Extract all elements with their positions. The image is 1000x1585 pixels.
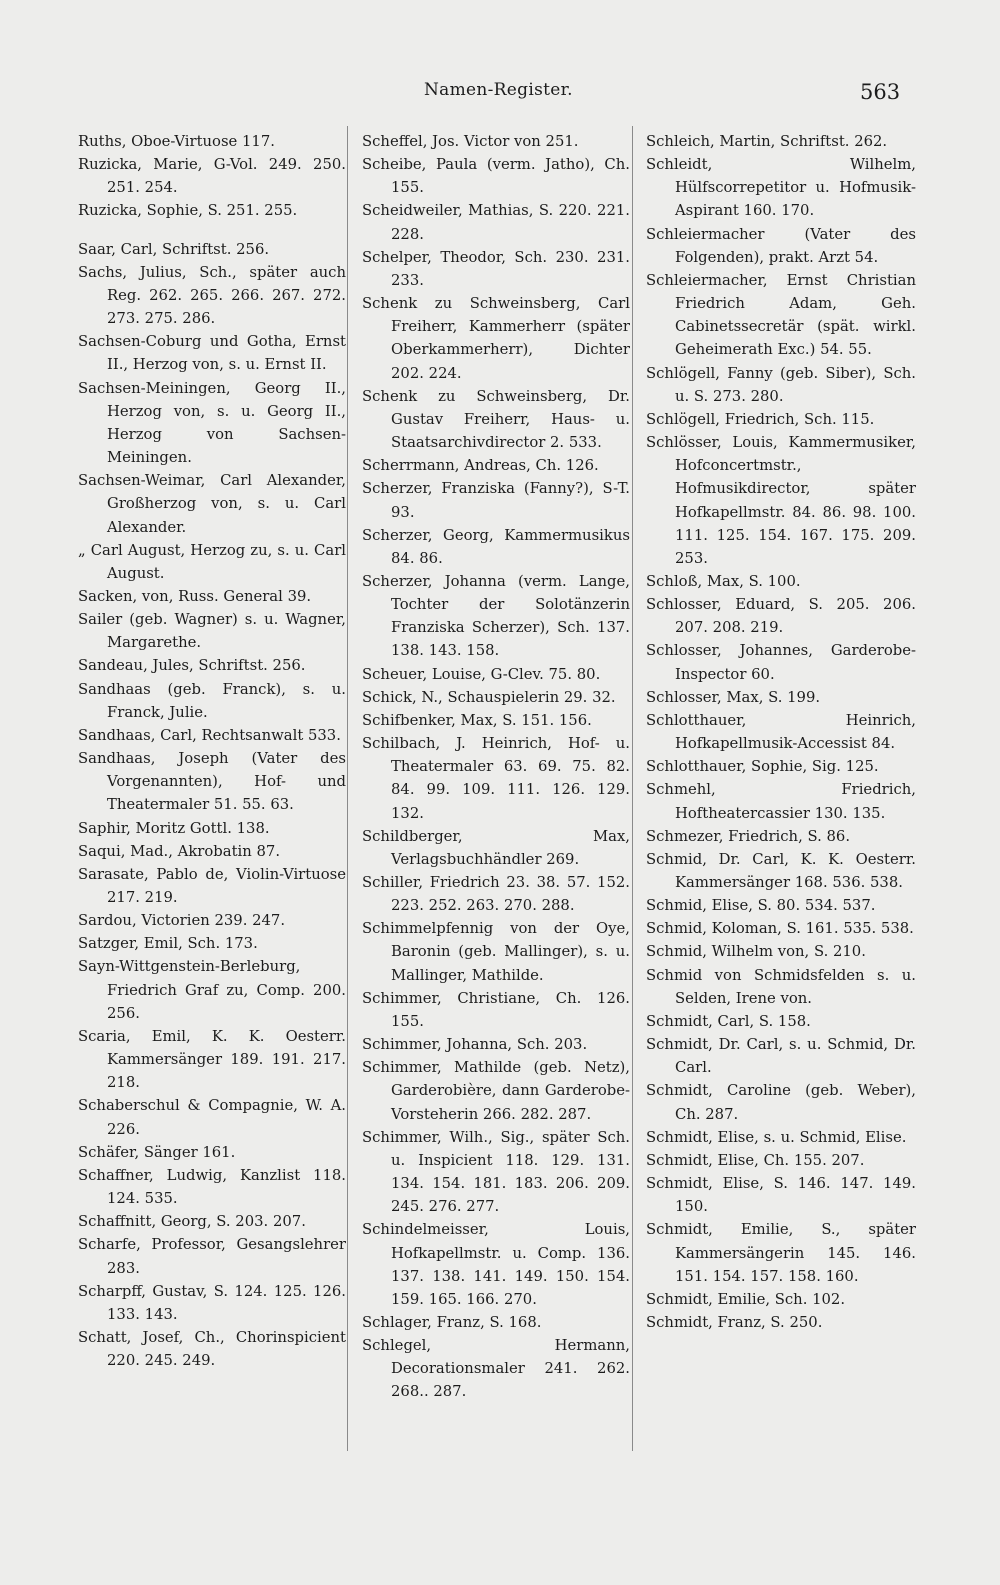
index-entry: Schleich, Martin, Schriftst. 262. [646, 133, 888, 150]
index-entry: Sachsen-Coburg und Gotha, Ernst II., Herzog von, s. u. Ernst II. [78, 333, 346, 374]
index-entry: Schlotthauer, Heinrich, Hofkapellmusik-Accessist 84. [646, 711, 916, 753]
index-entry: Sandhaas, Carl, Rechtsanwalt 533. [78, 726, 341, 744]
index-entry: Schifbenker, Max, S. 151. 156. [362, 711, 592, 729]
index-entry: Schleiermacher, Ernst Christian Friedrich Adam, Geh. Cabinetssecretär (spät. wirkl. Geheimerath Exc.) 54. 55. [646, 271, 916, 359]
index-entry: Schmidt, Dr. Carl, s. u. Schmid, Dr. Carl. [646, 1036, 916, 1077]
index-entry: Scheffel, Jos. Victor von 251. [362, 133, 579, 150]
index-entry: Schlosser, Johannes, Garderobe-Inspector 60. [646, 642, 916, 683]
index-entry: Saphir, Moritz Gottl. 138. [78, 819, 270, 837]
index-entry: Schlager, Franz, S. 168. [362, 1313, 542, 1331]
running-head: Namen-Register. [424, 80, 573, 100]
column-divider [632, 126, 633, 1451]
index-column-left [78, 130, 346, 1372]
index-entry: „ Carl August, Herzog zu, s. u. Carl August. [78, 541, 346, 582]
index-entry: Saqui, Mad., Akrobatin 87. [78, 842, 281, 860]
index-entry: Schick, N., Schauspielerin 29. 32. [362, 688, 616, 706]
index-entry: Sachsen-Meiningen, Georg II., Herzog von, s. u. Georg II., Herzog von Sachsen-Meiningen. [78, 379, 346, 467]
index-entry: Sailer (geb. Wagner) s. u. Wagner, Margarethe. [78, 611, 346, 652]
index-entry: Schlögell, Fanny (geb. Siber), Sch. u. S. 273. 280. [646, 364, 916, 405]
index-entry: Schleidt, Wilhelm, Hülfscorrepetitor u. Hofmusik-Aspirant 160. 170. [646, 156, 916, 220]
index-entry: Sandeau, Jules, Schriftst. 256. [78, 657, 306, 675]
index-entry: Schmid, Elise, S. 80. 534. 537. [646, 897, 876, 915]
index-entry: Schlögell, Friedrich, Sch. 115. [646, 410, 875, 428]
index-entry: Scaria, Emil, K. K. Oesterr. Kammersänger 189. 191. 217. 218. [78, 1027, 346, 1092]
index-entry: Schaffner, Ludwig, Kanzlist 118. 124. 535. [78, 1166, 346, 1208]
index-entry: Satzger, Emil, Sch. 173. [78, 935, 258, 953]
index-entry: Sandhaas (geb. Franck), s. u. Franck, Julie. [78, 680, 346, 721]
index-entry: Schimmer, Mathilde (geb. Netz), Garderobière, dann Garderobe-Vorsteherin 266. 282. 287. [362, 1059, 630, 1123]
index-entry: Schlösser, Louis, Kammermusiker, Hofconcertmstr., Hofmusikdirector, später Hofkapellmstr. 84. 86. 98. 100. 111. 125. 154. 167. 175. 209. 253. [646, 434, 916, 567]
index-entry: Sachsen-Weimar, Carl Alexander, Großherzog von, s. u. Carl Alexander. [78, 472, 346, 536]
index-entry: Schimmer, Wilh., Sig., später Sch. u. Inspicient 118. 129. 131. 134. 154. 181. 183. 206. 209. 245. 276. 277. [362, 1128, 630, 1216]
index-entry: Ruths, Oboe-Virtuose 117. [78, 133, 275, 150]
index-entry: Schenk zu Schweinsberg, Dr. Gustav Freiherr, Haus- u. Staatsarchivdirector 2. 533. [362, 387, 630, 452]
index-entry: Schmehl, Friedrich, Hoftheatercassier 130. 135. [646, 781, 916, 822]
index-entry: Schimmer, Johanna, Sch. 203. [362, 1036, 588, 1054]
index-entry: Schenk zu Schweinsberg, Carl Freiherr, Kammerherr (später Oberkammerherr), Dichter 202. 224. [362, 295, 630, 382]
index-entry: Sarasate, Pablo de, Violin-Virtuose 217. 219. [78, 865, 346, 906]
index-entry: Schildberger, Max, Verlagsbuchhändler 269. [362, 827, 630, 868]
index-entry: Schaffnitt, Georg, S. 203. 207. [78, 1213, 306, 1231]
index-entry: Schatt, Josef, Ch., Chorinspicient 220. 245. 249. [78, 1328, 346, 1370]
index-entry: Schmid, Wilhelm von, S. 210. [646, 943, 866, 961]
index-entry: Scharpff, Gustav, S. 124. 125. 126. 133. 143. [78, 1282, 346, 1323]
index-entry: Schmidt, Caroline (geb. Weber), Ch. 287. [646, 1082, 916, 1123]
index-entry: Schaberschul & Compagnie, W. A. 226. [78, 1097, 346, 1138]
index-entry: Schmidt, Emilie, S., später Kammersängerin 145. 146. 151. 154. 157. 158. 160. [646, 1221, 916, 1285]
index-entry: Scheuer, Louise, G-Clev. 75. 80. [362, 665, 601, 683]
index-entry: Schlegel, Hermann, Decorationsmaler 241. 262. 268.. 287. [362, 1337, 630, 1401]
index-entry: Saar, Carl, Schriftst. 256. [78, 240, 270, 258]
index-entry: Scheibe, Paula (verm. Jatho), Ch. 155. [362, 156, 630, 197]
index-entry: Schmid von Schmidsfelden s. u. Selden, Irene von. [646, 966, 916, 1007]
index-entry: Schimmer, Christiane, Ch. 126. 155. [362, 989, 630, 1030]
index-entry: Sacken, von, Russ. General 39. [78, 587, 312, 605]
index-entry: Schmidt, Elise, Ch. 155. 207. [646, 1151, 865, 1169]
page-number: 563 [860, 80, 901, 104]
index-entry: Schmidt, Elise, S. 146. 147. 149. 150. [646, 1175, 916, 1216]
index-entry: Sardou, Victorien 239. 247. [78, 912, 286, 930]
index-entry: Schlotthauer, Sophie, Sig. 125. [646, 758, 879, 776]
index-entry: Schelper, Theodor, Sch. 230. 231. 233. [362, 248, 630, 289]
index-entry: Schindelmeisser, Louis, Hofkapellmstr. u. Comp. 136. 137. 138. 141. 149. 150. 154. 159. 165. 166. 270. [362, 1221, 630, 1308]
index-entry: Schmid, Koloman, S. 161. 535. 538. [646, 920, 914, 938]
index-entry: Schmidt, Elise, s. u. Schmid, Elise. [646, 1128, 907, 1146]
index-entry: Schmezer, Friedrich, S. 86. [646, 827, 851, 845]
index-entry: Schmidt, Carl, S. 158. [646, 1012, 811, 1030]
index-entry: Schmidt, Franz, S. 250. [646, 1313, 823, 1331]
index-entry: Schäfer, Sänger 161. [78, 1143, 236, 1161]
index-column-middle [362, 130, 630, 1404]
column-divider [347, 126, 348, 1451]
index-entry: Schilbach, J. Heinrich, Hof- u. Theatermaler 63. 69. 75. 82. 84. 99. 109. 111. 126. 129. 132. [362, 735, 630, 822]
index-entry: Scherzer, Georg, Kammermusikus 84. 86. [362, 526, 630, 567]
index-entry: Schmid, Dr. Carl, K. K. Oesterr. Kammersänger 168. 536. 538. [646, 850, 916, 891]
index-entry: Ruzicka, Marie, G-Vol. 249. 250. 251. 254. [78, 156, 346, 197]
index-entry: Schleiermacher (Vater des Folgenden), prakt. Arzt 54. [646, 225, 916, 266]
index-entry: Scherzer, Johanna (verm. Lange, Tochter der Solotänzerin Franziska Scherzer), Sch. 137. 138. 143. 158. [362, 572, 630, 660]
index-entry: Sayn-Wittgenstein-Berleburg, Friedrich Graf zu, Comp. 200. 256. [78, 958, 346, 1022]
index-entry: Ruzicka, Sophie, S. 251. 255. [78, 202, 298, 220]
index-entry: Scherrmann, Andreas, Ch. 126. [362, 457, 599, 475]
index-column-right [646, 130, 916, 1334]
index-entry: Scharfe, Professor, Gesangslehrer 283. [78, 1236, 346, 1277]
letter-section-gap [78, 223, 346, 238]
index-entry: Schimmelpfennig von der Oye, Baronin (geb. Mallinger), s. u. Mallinger, Mathilde. [362, 920, 630, 984]
index-entry: Sachs, Julius, Sch., später auch Reg. 262. 265. 266. 267. 272. 273. 275. 286. [78, 263, 346, 328]
index-entry: Schiller, Friedrich 23. 38. 57. 152. 223. 252. 263. 270. 288. [362, 874, 630, 915]
index-entry: Scheidweiler, Mathias, S. 220. 221. 228. [362, 202, 630, 243]
index-entry: Scherzer, Franziska (Fanny?), S-T. 93. [362, 480, 630, 521]
index-entry: Schlosser, Eduard, S. 205. 206. 207. 208. 219. [646, 596, 916, 637]
index-entry: Schloß, Max, S. 100. [646, 572, 801, 590]
index-entry: Schmidt, Emilie, Sch. 102. [646, 1290, 846, 1308]
index-entry: Sandhaas, Joseph (Vater des Vorgenannten), Hof- und Theatermaler 51. 55. 63. [78, 750, 346, 814]
index-entry: Schlosser, Max, S. 199. [646, 688, 821, 706]
